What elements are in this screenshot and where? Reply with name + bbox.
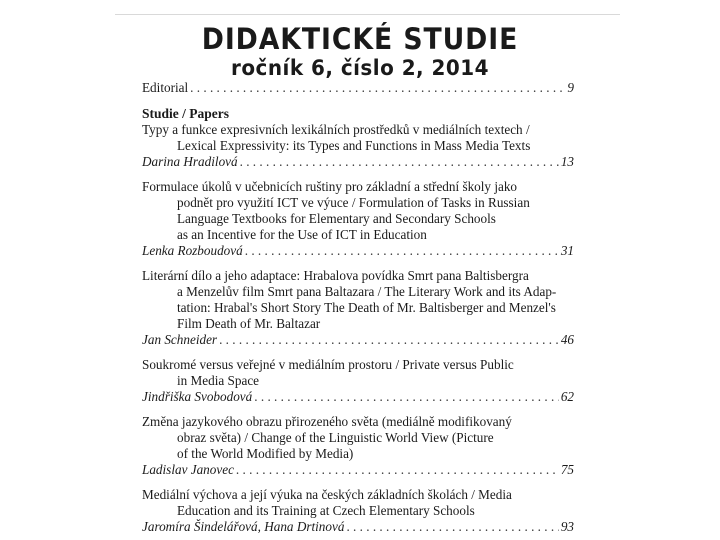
leader-dots (190, 80, 565, 96)
entry-title-line: Film Death of Mr. Baltazar (177, 316, 321, 331)
entry-title-line: as an Incentive for the Use of ICT in Education (177, 227, 427, 242)
leader-dots (254, 389, 559, 405)
entry-author: Jaromíra Šindelářová, Hana Drtinová (142, 519, 345, 534)
toc-entry[interactable] (142, 357, 574, 405)
entry-title-line: tation: Hrabal's Short Story The Death of Mr. Baltisberger and Menzel's (177, 300, 556, 315)
table-of-contents (142, 80, 574, 535)
top-rule (115, 14, 620, 15)
entry-author: Ladislav Janovec (142, 462, 234, 477)
entry-author: Jindřiška Svobodová (142, 389, 253, 404)
leader-dots (219, 332, 559, 348)
leader-dots (245, 243, 559, 259)
editorial-label: Editorial (142, 80, 189, 95)
entry-title-line: Formulace úkolů v učebnicích ruštiny pro základní a střední školy jako (142, 179, 518, 194)
editorial-row[interactable] (142, 80, 574, 96)
entry-title-line: Lexical Expressivity: its Types and Functions in Mass Media Texts (177, 138, 531, 153)
entry-title-line: obraz světa) / Change of the Linguistic World View (Picture (177, 430, 494, 445)
leader-dots (240, 154, 559, 170)
entry-title-line: Mediální výchova a její výuka na českých základních školách / Media (142, 487, 512, 502)
entry-title-line: Soukromé versus veřejné v mediálním prostoru / Private versus Public (142, 357, 514, 372)
page-number: 31 (560, 243, 574, 258)
entry-title-line: Literární dílo a jeho adaptace: Hrabalova povídka Smrt pana Baltisbergra (142, 268, 529, 283)
section-heading: Studie / Papers (142, 106, 230, 121)
entry-title-line: in Media Space (177, 373, 260, 388)
entry-title-line: Změna jazykového obrazu přirozeného světa (mediálně modifikovaný (142, 414, 512, 429)
entry-author: Darina Hradilová (142, 154, 238, 169)
journal-title: DIDAKTICKÉ STUDIE (201, 22, 519, 56)
entry-title-line: Language Textbooks for Elementary and Secondary Schools (177, 211, 496, 226)
leader-dots (236, 462, 559, 478)
entry-author: Lenka Rozboudová (142, 243, 243, 258)
toc-entry[interactable] (142, 122, 574, 170)
page-number: 46 (560, 332, 574, 347)
entry-title-line: podnět pro využití ICT ve výuce / Formulation of Tasks in Russian (177, 195, 530, 210)
page-number: 13 (560, 154, 574, 169)
journal-issue: ročník 6, číslo 2, 2014 (231, 56, 489, 80)
toc-entry[interactable] (142, 414, 574, 478)
entry-title-line: of the World Modified by Media) (177, 446, 354, 461)
entry-title-line: Education and its Training at Czech Elementary Schools (177, 503, 475, 518)
toc-entry[interactable] (142, 179, 574, 259)
entry-title-line: Typy a funkce expresivních lexikálních prostředků v mediálních textech / (142, 122, 530, 137)
toc-entry[interactable] (142, 268, 574, 348)
entry-title-line: a Menzelův film Smrt pana Baltazara / The Literary Work and its Adap- (177, 284, 557, 299)
page-number: 93 (560, 519, 574, 534)
page-number: 75 (560, 462, 574, 477)
page-number: 62 (560, 389, 574, 404)
toc-entry[interactable] (142, 487, 574, 535)
leader-dots (346, 519, 558, 535)
page-number: 9 (567, 80, 574, 95)
entry-author: Jan Schneider (142, 332, 218, 347)
